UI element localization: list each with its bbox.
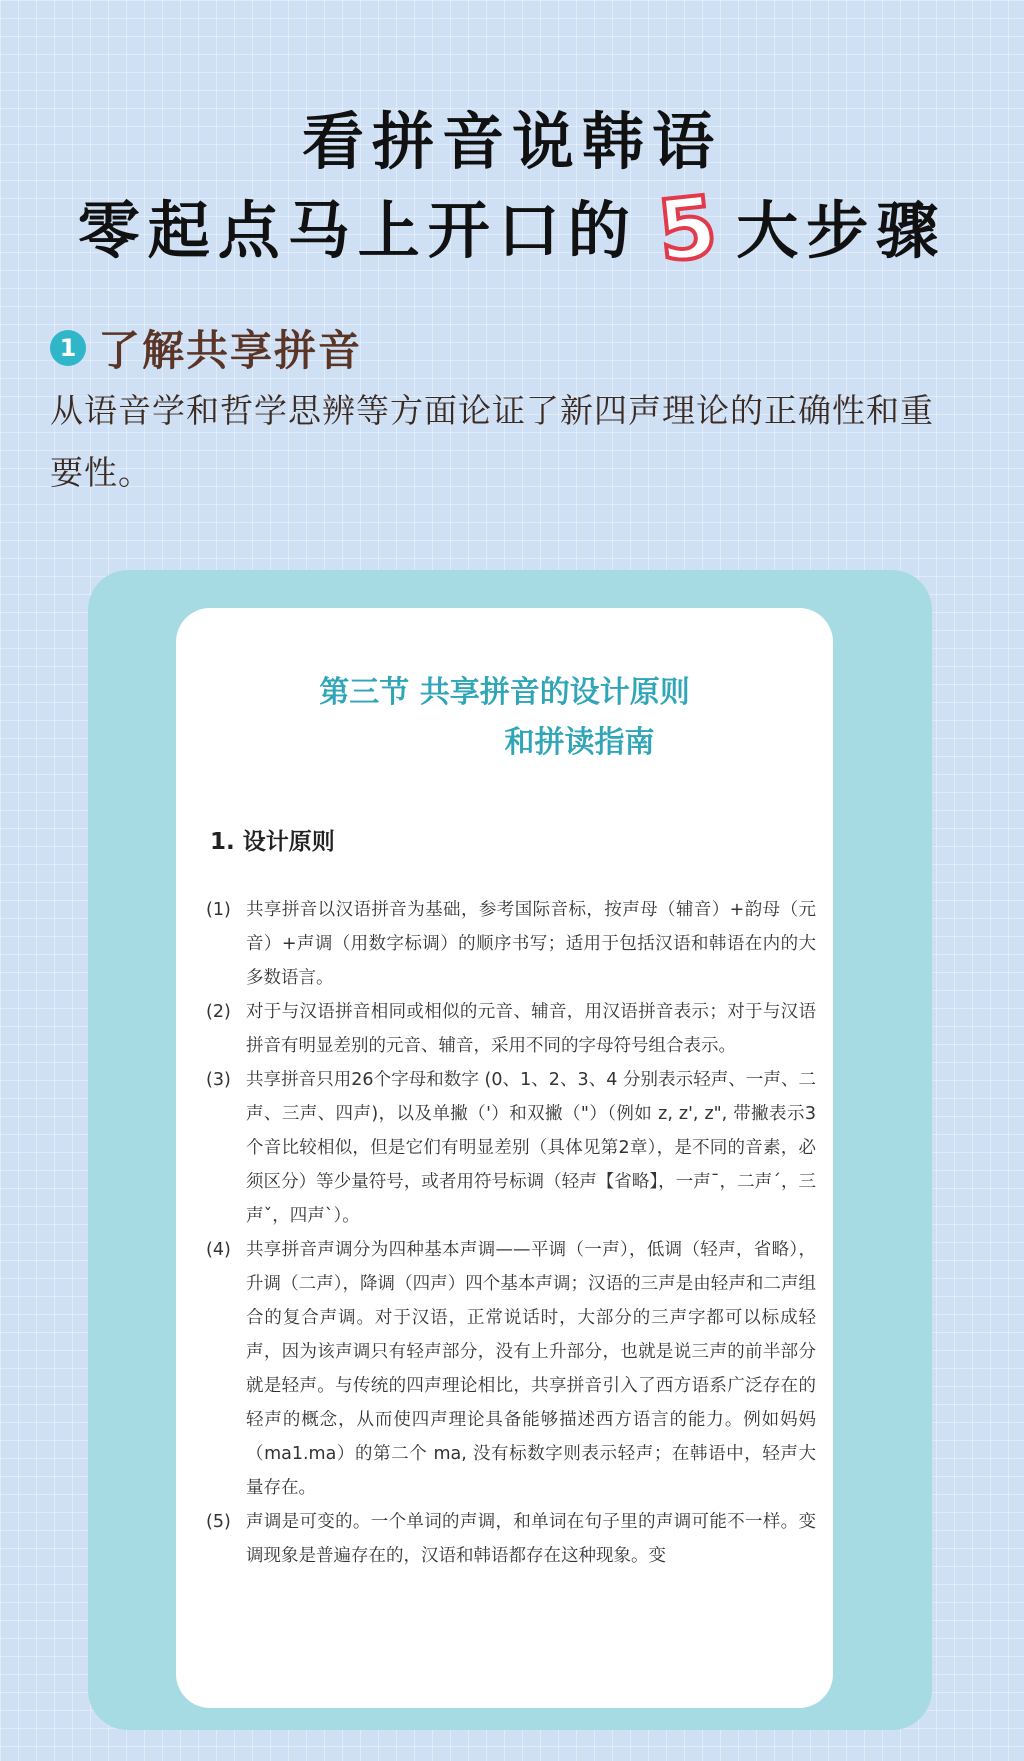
hero-line2-prefix: 零起点马上开口的 xyxy=(77,194,638,267)
list-item-text: 共享拼音以汉语拼音为基础，参考国际音标，按声母（辅音）+韵母（元音）+声调（用数字标调）的顺序书写；适用于包括汉语和韩语在内的大多数语言。 xyxy=(246,900,816,988)
subheading-design-principles: 1. 设计原则 xyxy=(210,829,335,855)
list-item xyxy=(206,1505,816,1573)
step-heading xyxy=(50,318,362,378)
principles-list xyxy=(206,893,816,1573)
hero-number-five: 5 xyxy=(652,177,722,281)
section-title xyxy=(176,668,833,768)
book-preview-frame xyxy=(88,570,932,1730)
list-item-index: (3) xyxy=(206,1070,231,1090)
step-description: 从语音学和哲学思辨等方面论证了新四声理论的正确性和重要性。 xyxy=(50,391,934,492)
list-item-text: 共享拼音声调分为四种基本声调——平调（一声），低调（轻声，省略），升调（二声），降调（四声）四个基本声调；汉语的三声是由轻声和二声组合的复合声调。对于汉语，正常说话时，大部分的三声字都可以标成轻声，因为该声调只有轻声部分，没有上升部分，也就是说三声的前半部分就是轻声。与传统的四声理论相比，共享拼音引入了西方语系广泛存在的轻声的概念，从而使四声理论具备能够描述西方语言的能力。例如妈妈（ma1.ma）的第二个 ma, 没有标数字则表示轻声；在韩语中，轻声大量存在。 xyxy=(246,1240,816,1498)
list-item-text: 对于与汉语拼音相同或相似的元音、辅音，用汉语拼音表示；对于与汉语拼音有明显差别的元音、辅音，采用不同的字母符号组合表示。 xyxy=(246,1002,816,1056)
step-number-badge: 1 xyxy=(50,330,86,366)
section-title-line1: 第三节 共享拼音的设计原则 xyxy=(319,675,690,710)
hero-title-line1: 看拼音说韩语 xyxy=(301,105,722,178)
list-item xyxy=(206,995,816,1063)
list-item-index: (5) xyxy=(206,1512,231,1532)
list-item-index: (4) xyxy=(206,1240,231,1260)
list-item xyxy=(206,1233,816,1505)
book-page xyxy=(176,608,833,1708)
step-title: 了解共享拼音 xyxy=(98,326,363,375)
hero-line2-suffix: 大步骤 xyxy=(736,194,947,267)
hero-title-line2 xyxy=(0,177,1024,281)
section-title-line2: 和拼读指南 xyxy=(504,725,655,760)
list-item-text: 声调是可变的。一个单词的声调，和单词在句子里的声调可能不一样。变调现象是普遍存在的，汉语和韩语都存在这种现象。变 xyxy=(246,1512,816,1566)
list-item-index: (2) xyxy=(206,1002,231,1022)
list-item xyxy=(206,1063,816,1233)
list-item-index: (1) xyxy=(206,900,231,920)
list-item-text: 共享拼音只用26个字母和数字 (0、1、2、3、4 分别表示轻声、一声、二声、三声、四声)，以及单撇（'）和双撇（"）（例如 z, z', z", 带撇表示3个音比较相似，但是它们有明显差别（具体见第2章），是不同的音素，必须区分）等少量符号，或者用符号标调（轻声【省略】，一声ˉ，二声ˊ，三声ˇ，四声ˋ）。 xyxy=(246,1070,816,1226)
list-item xyxy=(206,893,816,995)
